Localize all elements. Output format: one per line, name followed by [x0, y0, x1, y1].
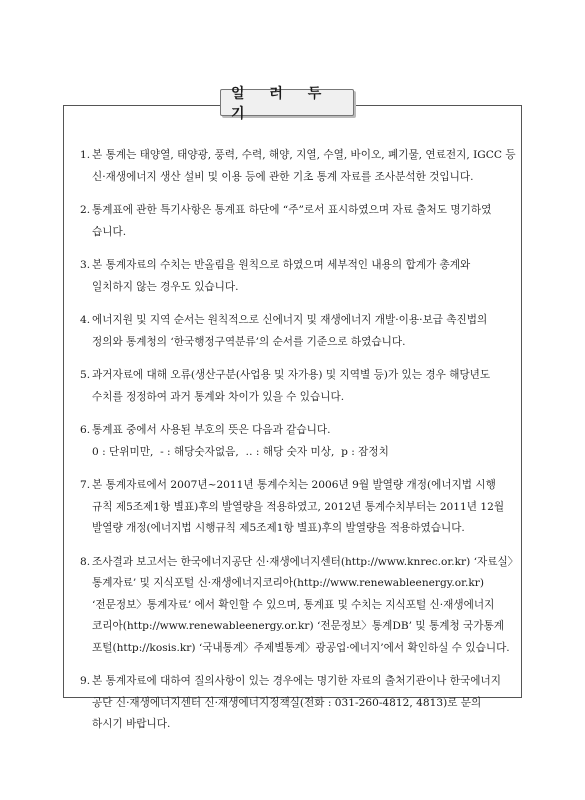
note-number: 3.: [80, 259, 91, 271]
note-item-9: [80, 671, 510, 736]
note-number: 6.: [80, 424, 91, 436]
note-line: 규칙 제5조제1항 별표)후의 발열량을 적용하였고, 2012년 통계수치부터는 2011년 12월: [92, 500, 505, 513]
page-title: 일 러 두 기: [220, 89, 354, 116]
note-line: 본 통계자료에 대하여 질의사항이 있는 경우에는 명기한 자료의 출처기관이나 한국에너지: [92, 675, 501, 687]
note-number: 9.: [80, 675, 91, 687]
notes-list: [80, 145, 519, 748]
note-item-4: [80, 310, 510, 353]
note-line: 본 통계자료의 수치는 반올림을 원칙으로 하였으며 세부적인 내용의 합계가 총계와: [92, 259, 471, 271]
note-line: 수치를 정정하여 과거 통계와 차이가 있을 수 있습니다.: [92, 390, 345, 403]
note-item-8: [80, 552, 519, 660]
note-line: 공단 신·재생에너지센터 신·재생에너지정책실(전화 : 031-260-4812, 4813)로 문의: [92, 696, 482, 709]
symbol-legend: 0 : 단위미만, - : 해당숫자없음, ‥ : 해당 숫자 미상, p : 잠정치: [92, 445, 389, 458]
note-number: 7.: [80, 479, 91, 491]
note-line: 일치하지 않는 경우도 있습니다.: [92, 280, 239, 293]
note-line: ‘전문정보〉통계자료’ 에서 확인할 수 있으며, 통계표 및 수치는 지식포털 신·재생에너지: [92, 598, 495, 611]
note-item-6: [80, 420, 510, 463]
note-line: 신·재생에너지 생산 설비 및 이용 등에 관한 기초 통계 자료를 조사분석한 것입니다.: [92, 170, 474, 183]
note-line: 본 통계자료에서 2007년~2011년 통계수치는 2006년 9월 발열량 개정(에너지법 시행: [92, 479, 496, 491]
note-line: 발열량 개정(에너지법 시행규칙 제5조제1항 별표)후의 발열량을 적용하였습니다.: [92, 522, 465, 534]
note-item-7: [80, 475, 510, 540]
note-line: 과거자료에 대해 오류(생산구분(사업용 및 자가용) 및 지역별 등)가 있는 경우 해당년도: [92, 369, 491, 381]
note-item-1: [80, 145, 516, 188]
note-line: 본 통계는 태양열, 태양광, 풍력, 수력, 해양, 지열, 수열, 바이오, 폐기물, 연료전지, IGCC 등: [92, 149, 516, 161]
note-line: 통계자료’ 및 지식포털 신·재생에너지코리아(http://www.renewableenergy.or.kr): [92, 577, 484, 589]
note-line: 통계표에 관한 특기사항은 통계표 하단에 “주”로서 표시하였으며 자료 출처도 명기하였: [92, 204, 492, 216]
note-line: 코리아(http://www.renewableenergy.or.kr) ‘전문정보〉통계DB’ 및 통계청 국가통계: [92, 620, 504, 632]
note-line: 조사결과 보고서는 한국에너지공단 신·재생에너지센터(http://www.knrec.or.kr) ‘자료실〉: [92, 555, 519, 568]
note-line: 습니다.: [92, 225, 127, 238]
note-number: 5.: [80, 369, 91, 381]
note-item-2: [80, 200, 510, 243]
note-line: 정의와 통계청의 ‘한국행정구역분류’의 순서를 기준으로 하였습니다.: [92, 335, 406, 348]
note-number: 4.: [80, 314, 91, 326]
note-number: 2.: [80, 204, 91, 216]
note-item-5: [80, 365, 510, 408]
note-item-3: [80, 255, 510, 298]
note-line: 포털(http://kosis.kr) ‘국내통계〉주제별통계〉광공업·에너지’에서 확인하실 수 있습니다.: [92, 641, 510, 654]
note-line: 하시기 바랍니다.: [92, 718, 171, 730]
note-number: 8.: [80, 555, 91, 568]
note-line: 통계표 중에서 사용된 부호의 뜻은 다음과 같습니다.: [92, 424, 331, 436]
note-number: 1.: [80, 149, 91, 161]
note-line: 에너지원 및 지역 순서는 원칙적으로 신에너지 및 재생에너지 개발·이용·보급 촉진법의: [92, 314, 488, 326]
